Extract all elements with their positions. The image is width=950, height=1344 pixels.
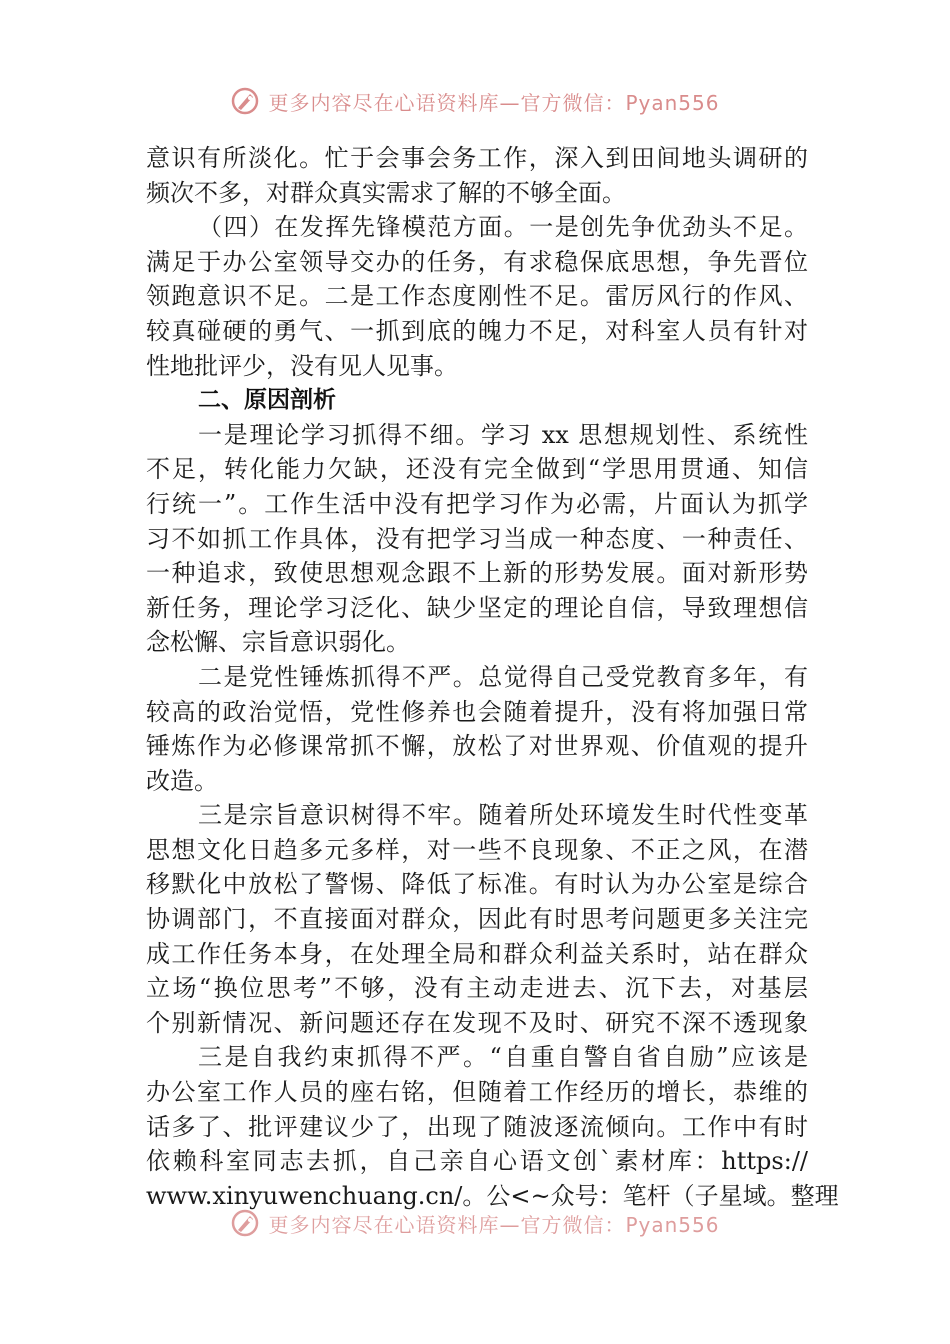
paragraph-purpose-awareness bbox=[146, 798, 808, 1040]
text-line: （四）在发挥先锋模范方面。一是创先争优劲头不足。 bbox=[198, 213, 808, 242]
text-line: 思想文化日趋多元多样，对一些不良现象、不正之风，在潜 bbox=[146, 835, 808, 864]
text-line: 念松懈、宗旨意识弱化。 bbox=[146, 628, 410, 657]
text-line: 一种追求，致使思想观念跟不上新的形势发展。面对新形势 bbox=[146, 559, 808, 588]
text-line: 意识有所淡化。忙于会事会务工作，深入到田间地头调研的 bbox=[146, 144, 808, 172]
text-line: 较真碰硬的勇气、一抓到底的魄力不足，对科室人员有针对 bbox=[146, 316, 808, 345]
text-line: 频次不多，对群众真实需求了解的不够全面。 bbox=[146, 178, 626, 207]
text-line: 不足，转化能力欠缺，还没有完全做到“学思用贯通、知信 bbox=[146, 455, 808, 484]
text-line: 协调部门，不直接面对群众，因此有时思考问题更多关注完 bbox=[146, 905, 808, 934]
text-line: 改造。 bbox=[146, 766, 218, 795]
document-body bbox=[146, 141, 839, 1213]
pen-nib-logo-icon bbox=[230, 1208, 260, 1238]
text-line: 锤炼作为必修课常抓不懈，放松了对世界观、价值观的提升 bbox=[146, 732, 808, 761]
paragraph-self-discipline bbox=[146, 1040, 839, 1213]
text-line: 较高的政治觉悟，党性修养也会随着提升，没有将加强日常 bbox=[146, 697, 808, 726]
watermark-text: 更多内容尽在心语资料库—官方微信：Pyan556 bbox=[268, 90, 720, 115]
text-line: 新任务，理论学习泛化、缺少坚定的理论自信，导致理想信 bbox=[146, 593, 808, 622]
text-line: 一是理论学习抓得不细。学习 xx 思想规划性、系统性 bbox=[198, 420, 808, 449]
text-line: 满足于办公室领导交办的任务，有求稳保底思想，争先晋位 bbox=[146, 247, 808, 276]
text-line: 移默化中放松了警惕、降低了标准。有时认为办公室是综合 bbox=[146, 870, 808, 899]
text-line: 成工作任务本身，在处理全局和群众利益关系时，站在群众 bbox=[146, 939, 808, 968]
pen-nib-logo-icon bbox=[230, 86, 260, 116]
text-line: 办公室工作人员的座右铭，但随着工作经历的增长，恭维的 bbox=[146, 1078, 808, 1107]
text-line: 行统一”。工作生活中没有把学习作为必需，片面认为抓学 bbox=[146, 489, 808, 518]
paragraph-theory-study bbox=[146, 418, 808, 660]
text-line: 话多了、批评建议少了，出现了随波逐流倾向。工作中有时 bbox=[146, 1112, 808, 1141]
text-line: www.xinyuwenchuang.cn/。公<~众号：笔杆（子星域。整理 bbox=[146, 1181, 839, 1210]
text-line: 性地批评少，没有见人见事。 bbox=[146, 351, 458, 380]
text-line: 领跑意识不足。二是工作态度刚性不足。雷厉风行的作风、 bbox=[146, 282, 808, 311]
paragraph-continuation bbox=[146, 141, 808, 210]
text-line: 二是党性锤炼抓得不严。总觉得自己受党教育多年，有 bbox=[198, 662, 808, 691]
header-watermark bbox=[0, 86, 950, 116]
watermark-text: 更多内容尽在心语资料库—官方微信：Pyan556 bbox=[268, 1212, 720, 1237]
text-line: 三是自我约束抓得不严。“自重自警自省自励”应该是 bbox=[198, 1043, 808, 1072]
footer-watermark bbox=[0, 1208, 950, 1238]
paragraph-vanguard bbox=[146, 210, 808, 383]
text-line: 依赖科室同志去抓，自己亲自心语文创`素材库：https:// bbox=[146, 1147, 808, 1176]
text-line: 个别新情况、新问题还存在发现不及时、研究不深不透现象 bbox=[146, 1008, 808, 1037]
section-heading: 二、原因剖析 bbox=[198, 387, 336, 414]
text-line: 三是宗旨意识树得不牢。随着所处环境发生时代性变革 bbox=[198, 801, 808, 830]
paragraph-party-spirit bbox=[146, 660, 808, 798]
text-line: 习不如抓工作具体，没有把学习当成一种态度、一种责任、 bbox=[146, 524, 808, 553]
text-line: 立场“换位思考”不够，没有主动走进去、沉下去，对基层 bbox=[146, 974, 808, 1003]
